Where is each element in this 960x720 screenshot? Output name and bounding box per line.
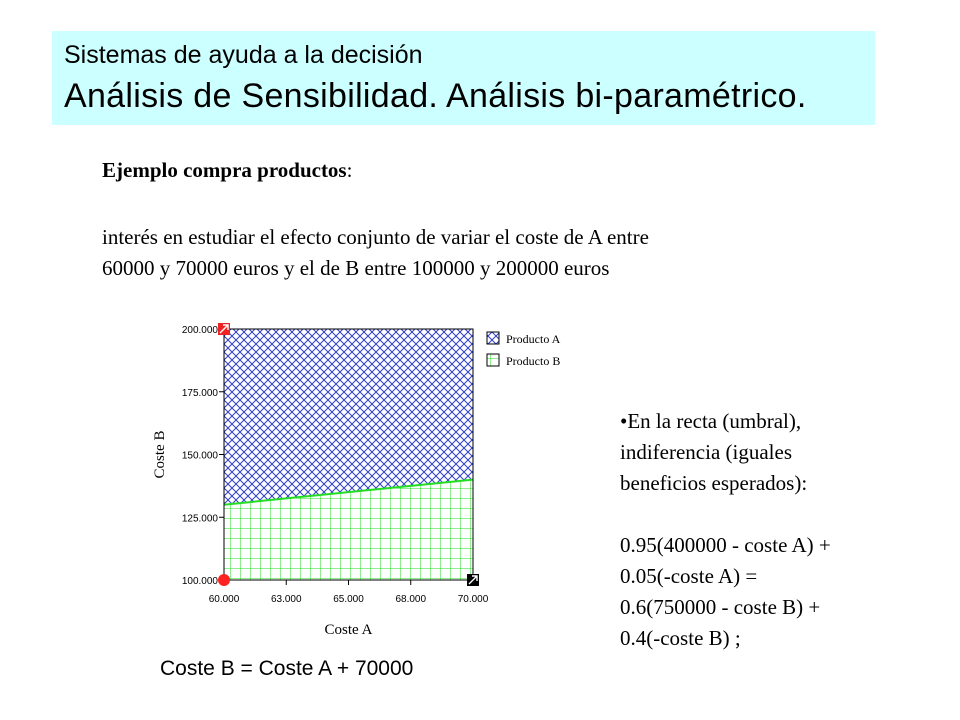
sensitivity-chart [140,308,600,648]
title-banner [52,31,875,125]
slide-subtitle: Sistemas de ayuda a la decisión [64,41,423,69]
y-axis-label: Coste B [152,430,168,479]
y-tick-label: 100.000 [181,576,218,587]
x-tick-label: 70.000 [457,594,489,605]
slide-title: Análisis de Sensibilidad. Análisis bi-paramétrico. [64,77,807,115]
example-heading [102,158,352,183]
threshold-formula: Coste B = Coste A + 70000 [160,657,414,680]
example-heading-text: Ejemplo compra productos [102,158,347,182]
threshold-explanation [620,406,950,654]
explanation-line: beneficios esperados): [620,471,808,495]
x-tick-label: 65.000 [333,594,364,605]
x-axis-label: Coste A [324,622,373,638]
description-line-1: interés en estudiar el efecto conjunto de variar el coste de A entre [102,225,649,249]
chart-svg [140,308,600,648]
equation-line: 0.6(750000 - coste B) + [620,595,821,619]
x-tick-label: 68.000 [395,594,427,605]
explanation-line: indiferencia (iguales [620,440,792,464]
y-tick-label: 125.000 [181,513,218,525]
explanation-line: •En la recta (umbral), [620,409,802,433]
legend-swatch [487,332,499,344]
x-tick-label: 60.000 [208,594,240,605]
marker-circle [218,574,230,586]
equation-line: 0.95(400000 - coste A) + [620,533,831,557]
legend-swatch [487,354,499,366]
example-heading-colon: : [346,158,353,182]
y-tick-label: 175.000 [181,387,218,399]
y-tick-label: 200.000 [181,325,218,336]
x-tick-label: 63.000 [270,594,302,605]
legend-label: Producto A [506,332,561,346]
equation-line: 0.4(-coste B) ; [620,626,741,650]
description-line-2: 60000 y 70000 euros y el de B entre 100000 y 200000 euros [102,256,610,280]
y-tick-label: 150.000 [181,450,218,462]
explanation-spacer [620,499,950,530]
region-producto-a [224,329,473,505]
legend-label: Producto B [506,354,561,368]
equation-line: 0.05(-coste A) = [620,564,758,588]
